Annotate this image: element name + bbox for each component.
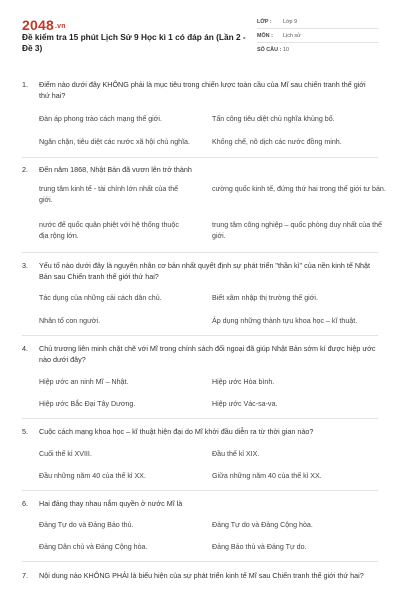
question-number: 2. [22, 165, 28, 174]
page-title: Đề kiểm tra 15 phút Lịch Sử 9 Học kì 1 có đáp án (Lần 2 - Đề 3) [22, 32, 246, 53]
question-divider [22, 335, 378, 336]
question-number: 3. [22, 261, 28, 270]
question-divider [22, 490, 378, 491]
question-divider [22, 418, 378, 419]
question-stem: 6. Hai đảng thay nhau nắm quyền ở nước Mĩ là [22, 499, 183, 508]
answer-option[interactable]: Tác dụng của những cải cách dân chủ. [39, 294, 162, 302]
question-stem: 1. Điểm nào dưới đây KHÔNG phải là mục tiêu trong chiến lược toàn cầu của Mĩ sau chiến tranh thế giới thứ hai? [22, 80, 366, 100]
question-divider [22, 252, 378, 253]
question-number: 6. [22, 499, 28, 508]
meta-label: LỚP : [257, 18, 272, 25]
meta-label: SỐ CÂU : [257, 47, 282, 53]
answer-option[interactable]: Đảng Tự do và Đảng Cộng hòa. [212, 521, 313, 529]
answer-option[interactable]: Tấn công tiêu diệt chủ nghĩa khủng bố. [212, 115, 335, 123]
page-header [0, 0, 400, 60]
answer-option[interactable]: Nhân tố con người. [39, 317, 101, 325]
answer-option[interactable]: nước đế quốc quân phiệt với hệ thống thuộc địa rộng lớn. [39, 221, 179, 240]
question-stem: 5. Cuộc cách mạng khoa học – kĩ thuật hiện đại do Mĩ khởi đầu diễn ra từ thời gian nào? [22, 427, 314, 436]
exam-meta [257, 15, 379, 57]
logo-suffix: .vn [54, 22, 66, 30]
meta-grade [257, 15, 379, 29]
answer-option[interactable]: Đảng Tự do và Đảng Bảo thủ. [39, 521, 134, 529]
answer-option[interactable]: Ngăn chặn, tiêu diệt các nước xã hội chủ nghĩa. [39, 138, 190, 146]
answer-option[interactable]: Hiệp ước Bắc Đại Tây Dương. [39, 400, 136, 408]
site-logo[interactable]: 2048.vn [22, 17, 66, 33]
answer-option[interactable]: Đầu những năm 40 của thế kỉ XX. [39, 472, 146, 480]
answer-option[interactable]: Cuối thế kỉ XVIII. [39, 450, 92, 458]
answer-option[interactable]: Đảng Bảo thủ và Đảng Tự do. [212, 543, 307, 551]
answer-option[interactable]: Giữa những năm 40 của thế kỉ XX. [212, 472, 322, 480]
meta-question-count [257, 43, 379, 57]
answer-option[interactable]: Áp dụng những thành tựu khoa học – kĩ thuật. [212, 317, 358, 325]
answer-option[interactable]: Khống chế, nô dịch các nước đồng minh. [212, 138, 342, 146]
answer-option[interactable]: trung tâm kinh tế - tài chính lớn nhất của thế giới. [39, 185, 179, 204]
question-2 [22, 164, 378, 175]
meta-value: 10 [283, 47, 289, 53]
meta-value: Lớp 9 [283, 18, 298, 25]
question-stem: 2. Đến năm 1868, Nhật Bản đã vươn lên trở thành [22, 165, 192, 174]
question-number: 1. [22, 80, 28, 89]
answer-option[interactable]: Hiệp ước Hòa bình. [212, 378, 275, 386]
question-divider [22, 561, 378, 562]
answer-option[interactable]: Đàn áp phong trào cách mạng thế giới. [39, 115, 162, 123]
question-7 [22, 570, 378, 581]
question-divider [22, 157, 378, 158]
answer-option[interactable]: Hiệp ước an ninh Mĩ – Nhật. [39, 378, 129, 386]
answer-option[interactable]: Hiệp ước Vác-sa-va. [212, 400, 278, 408]
question-number: 7. [22, 571, 28, 580]
answer-option[interactable]: cường quốc kinh tế, đứng thứ hai trong thế giới tư bản. [212, 185, 386, 193]
answer-option[interactable]: Đầu thế kỉ XIX. [212, 450, 260, 458]
answer-option[interactable]: Biết xâm nhập thị trường thế giới. [212, 294, 318, 302]
question-stem: 3. Yếu tố nào dưới đây là nguyên nhân cơ bản nhất quyết định sự phát triển "thần kì" của nền kinh tế Nhật Bản sau Chiến tranh thế giới thứ hai? [22, 261, 371, 281]
question-4 [22, 343, 378, 365]
meta-value: Lịch sử [283, 32, 301, 39]
question-stem: 4. Chủ trương liên minh chặt chẽ với Mĩ trong chính sách đối ngoại đã giúp Nhật Bản sớm kí được hiệp ước nào dưới đây? [22, 344, 376, 364]
question-number: 5. [22, 427, 28, 436]
question-1 [22, 79, 378, 101]
question-3 [22, 260, 378, 282]
answer-option[interactable]: Đảng Dân chủ và Đảng Cộng hòa. [39, 543, 148, 551]
meta-subject [257, 29, 379, 43]
meta-label: MÔN : [257, 32, 273, 39]
question-6 [22, 498, 378, 509]
answer-option[interactable]: trung tâm công nghiệp – quốc phòng duy nhất của thế giới. [212, 221, 382, 240]
question-5 [22, 426, 378, 437]
question-stem: 7. Nội dung nào KHÔNG PHẢI là biểu hiện của sự phát triển kinh tế Mĩ sau Chiến tranh thế giới thứ hai? [22, 571, 364, 580]
question-number: 4. [22, 344, 28, 353]
